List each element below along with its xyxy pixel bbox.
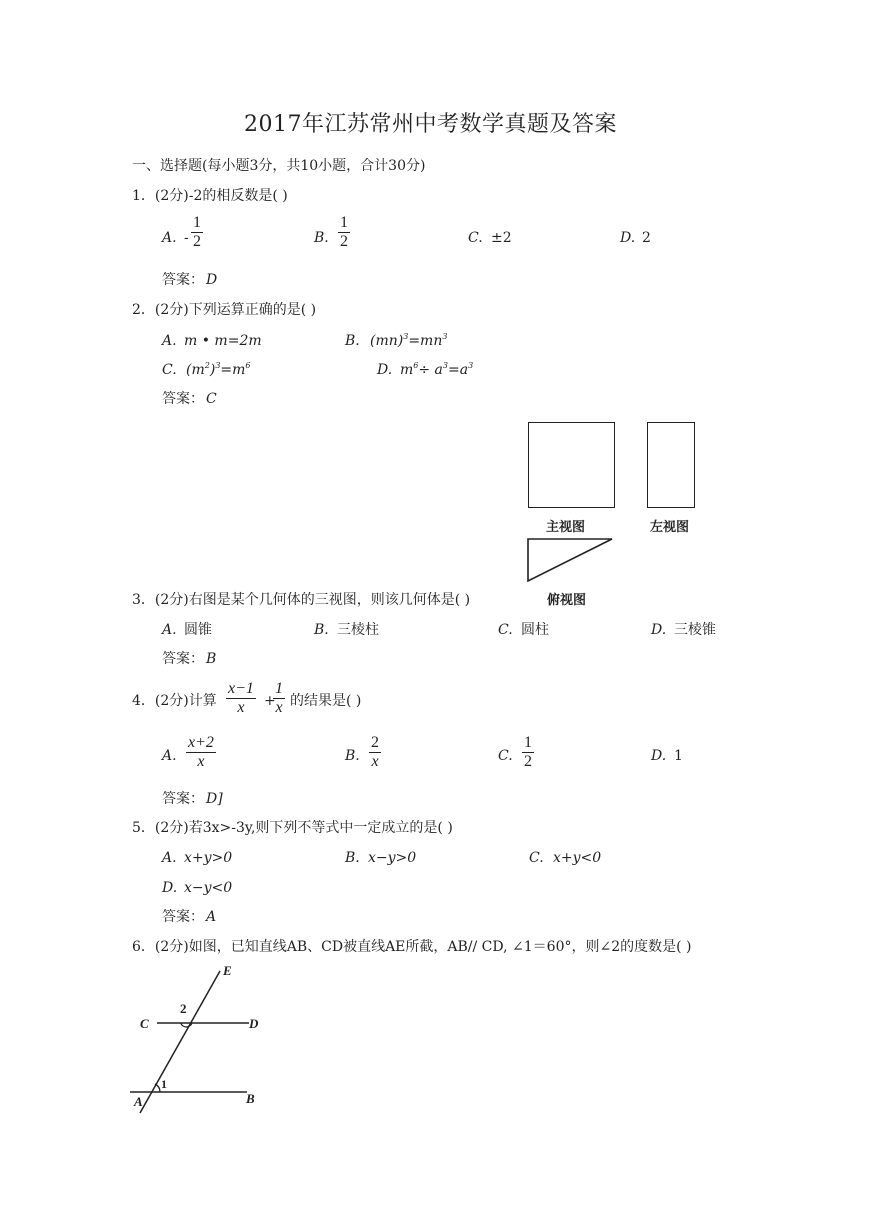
exponent: 2 <box>204 361 210 370</box>
fraction <box>191 214 203 251</box>
expr-base: (m <box>186 362 205 378</box>
option-text: 1 <box>674 748 683 764</box>
answer-label: 答案： <box>162 651 204 667</box>
label-e: E <box>223 963 232 978</box>
top-view-label: 俯视图 <box>547 593 587 608</box>
numerator: 1 <box>524 734 532 751</box>
label-d: D <box>249 1016 259 1031</box>
exponent: 3 <box>215 361 221 370</box>
denominator: 2 <box>524 753 532 770</box>
option-label: D. <box>651 622 667 638</box>
page-title: 2017年江苏常州中考数学真题及答案 <box>244 112 617 137</box>
answer-value: C <box>206 391 217 407</box>
option-label: C. <box>498 748 513 764</box>
answer-value: D] <box>206 791 223 807</box>
option-label: B. <box>345 333 360 349</box>
option-label: D. <box>651 748 667 764</box>
answer-label: 答案： <box>162 909 204 925</box>
top-view-triangle <box>524 535 616 585</box>
label-a: A <box>134 1094 143 1109</box>
fraction <box>273 680 285 717</box>
section-heading: 一、选择题(每小题3分，共10小题，合计30分) <box>132 158 426 174</box>
option-label: C. <box>468 230 483 246</box>
option-text: m • m=2m <box>184 333 262 349</box>
option-label: D. <box>162 880 178 896</box>
side-view-label: 左视图 <box>650 520 690 535</box>
expr-eq: =mn <box>408 333 443 349</box>
answer-label: 答案： <box>162 272 204 288</box>
option-label: C. <box>529 850 544 866</box>
denominator: x <box>237 699 245 716</box>
answer-value: A <box>206 909 217 925</box>
option-text: 圆柱 <box>521 622 549 638</box>
option-label: C. <box>498 622 513 638</box>
denominator: x <box>275 699 283 716</box>
answer-label: 答案： <box>162 391 204 407</box>
numerator: 1 <box>340 214 348 231</box>
option-text <box>400 361 473 379</box>
question-stem: 1．(2分)-2的相反数是( ) <box>132 188 288 204</box>
numerator: 1 <box>275 680 283 697</box>
expr-div: ÷ a <box>418 362 443 378</box>
expr-eq: =m <box>220 362 246 378</box>
option-label: A. <box>162 748 177 764</box>
exponent: 6 <box>413 361 419 370</box>
exponent: 6 <box>245 361 251 370</box>
denominator: 2 <box>340 233 348 250</box>
option-text: x−y<0 <box>184 880 233 896</box>
option-text <box>370 332 447 350</box>
option-text: 三棱锥 <box>674 622 716 638</box>
option-label: B. <box>314 230 329 246</box>
denominator: x <box>197 753 205 770</box>
option-label: A. <box>162 333 177 349</box>
minus-sign: - <box>184 230 189 246</box>
exponent: 3 <box>442 332 448 341</box>
expr-eq: =a <box>448 362 469 378</box>
answer-value: D <box>206 272 218 288</box>
question-stem: 4．(2分)计算 <box>132 693 217 709</box>
fraction <box>369 734 381 771</box>
label-c: C <box>140 1016 149 1031</box>
question-stem: 6．(2分)如图，已知直线AB、CD被直线AE所截，AB// CD, ∠1＝60°，则∠2的度数是( ) <box>132 939 692 955</box>
option-text: 三棱柱 <box>337 622 379 638</box>
front-view-label: 主视图 <box>546 520 586 535</box>
option-text: x+y>0 <box>184 850 233 866</box>
expr-base: (mn) <box>370 333 404 349</box>
denominator: 2 <box>193 233 201 250</box>
question-stem: 2．(2分)下列运算正确的是( ) <box>132 302 317 318</box>
numerator: x−1 <box>228 680 254 697</box>
question-stem: 5．(2分)若3x>-3y,则下列不等式中一定成立的是( ) <box>132 820 453 836</box>
option-label: C. <box>162 362 177 378</box>
option-text: x−y>0 <box>368 850 417 866</box>
numerator: 1 <box>193 214 201 231</box>
front-view-square <box>528 422 615 508</box>
option-label: B. <box>345 748 360 764</box>
option-text: 圆锥 <box>184 622 212 638</box>
plus-sign: + <box>264 693 276 709</box>
expr-close: ) <box>209 362 216 378</box>
label-angle-2: 2 <box>180 1001 187 1016</box>
option-label: D. <box>620 230 636 246</box>
exponent: 3 <box>442 361 448 370</box>
fraction <box>522 734 534 771</box>
option-label: D. <box>377 362 393 378</box>
fraction <box>338 214 350 251</box>
option-text <box>186 361 251 379</box>
numerator: x+2 <box>188 734 214 751</box>
label-angle-1: 1 <box>161 1077 167 1091</box>
exponent: 3 <box>403 332 409 341</box>
option-label: B. <box>314 622 329 638</box>
option-label: A. <box>162 622 177 638</box>
answer-value: B <box>206 651 217 667</box>
denominator: x <box>371 753 379 770</box>
parallel-lines-figure <box>125 963 270 1118</box>
numerator: 2 <box>371 734 379 751</box>
expr-base: m <box>400 362 414 378</box>
exponent: 3 <box>468 361 474 370</box>
question-stem: 3．(2分)右图是某个几何体的三视图，则该几何体是( ) <box>132 592 471 608</box>
side-view-rectangle <box>647 422 695 508</box>
label-b: B <box>246 1091 255 1106</box>
option-text: x+y<0 <box>553 850 602 866</box>
option-text: 2 <box>642 230 651 246</box>
fraction <box>226 680 256 717</box>
question-stem-end: 的结果是( ) <box>290 693 362 709</box>
option-label: A. <box>162 230 177 246</box>
option-label: B. <box>345 850 360 866</box>
fraction <box>186 734 216 771</box>
answer-label: 答案： <box>162 791 204 807</box>
option-label: A. <box>162 850 177 866</box>
option-text: ±2 <box>491 230 512 246</box>
